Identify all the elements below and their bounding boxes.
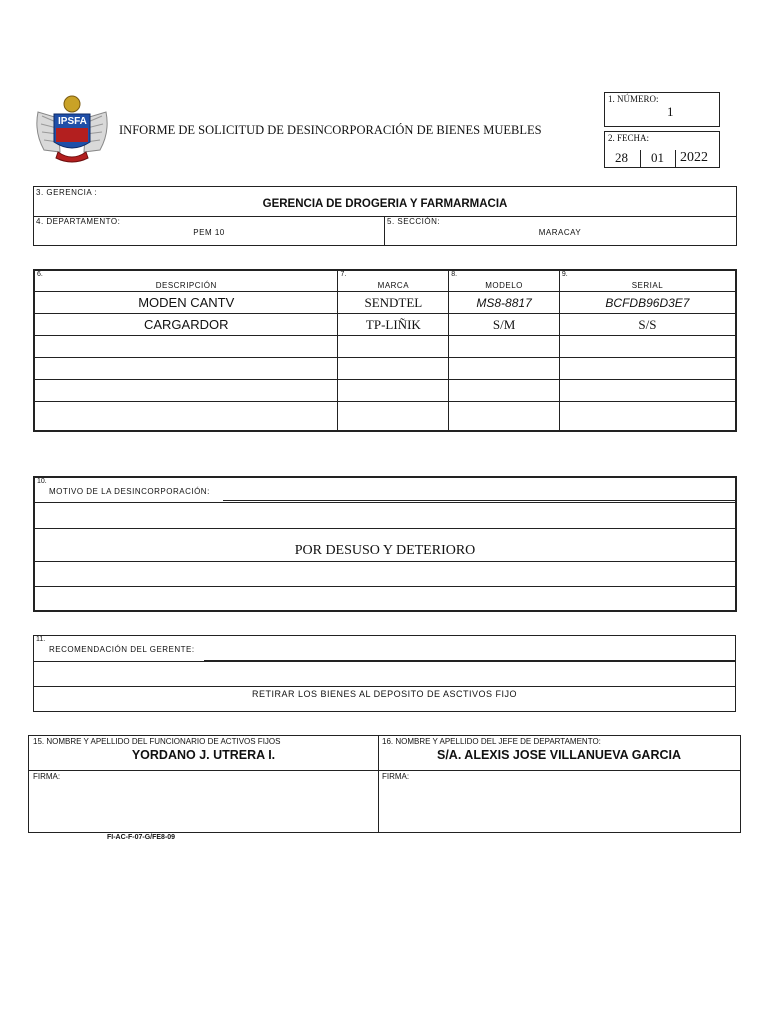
departamento-label: 4. DEPARTAMENTO: — [36, 217, 121, 226]
cell-serial: S/S — [559, 314, 736, 336]
table-row — [34, 314, 736, 336]
seccion-value: MARACAY — [538, 228, 582, 237]
recomendacion-num: 11. — [36, 636, 46, 643]
form-code: FI-AC-F-07-G/FE8-09 — [107, 834, 176, 841]
jefe-name: S/A. ALEXIS JOSE VILLANUEVA GARCIA — [436, 748, 681, 762]
motivo-num: 10. — [37, 478, 47, 485]
recomendacion-section — [33, 635, 736, 712]
fecha-year: 2022 — [680, 150, 708, 165]
cell-modelo: MS8-8817 — [449, 292, 560, 314]
fecha-day: 28 — [615, 150, 628, 165]
table-header-row — [34, 270, 736, 292]
gerencia-value: GERENCIA DE DROGERIA Y FARMARMACIA — [262, 198, 508, 210]
funcionario-firma-label: FIRMA: — [33, 772, 61, 781]
numero-label: 1. NÚMERO: — [608, 94, 659, 104]
table-row — [34, 292, 736, 314]
cell-descripcion: MODEN CANTV — [34, 292, 338, 314]
cell-marca: TP-LIÑIK — [338, 314, 449, 336]
departamento-value: PEM 10 — [193, 228, 225, 237]
items-table — [33, 269, 737, 432]
cell-marca: SENDTEL — [338, 292, 449, 314]
firmas-section — [28, 735, 741, 833]
fecha-box — [604, 131, 720, 168]
header-serial: 9. SERIAL — [559, 270, 736, 292]
table-row — [34, 336, 736, 358]
funcionario-name: YORDANO J. UTRERA I. — [131, 748, 276, 762]
header-descripcion: 6. DESCRIPCIÓN — [34, 270, 338, 292]
page-title: INFORME DE SOLICITUD DE DESINCORPORACIÓN DE BIENES MUEBLES — [119, 123, 542, 137]
funcionario-label: 15. NOMBRE Y APELLIDO DEL FUNCIONARIO DE ACTIVOS FIJOS — [33, 737, 281, 746]
jefe-firma-label: FIRMA: — [382, 772, 410, 781]
numero-box — [604, 92, 720, 127]
table-row — [34, 402, 736, 432]
cell-descripcion: CARGARDOR — [34, 314, 338, 336]
motivo-value: POR DESUSO Y DETERIORO — [294, 543, 476, 558]
seccion-label: 5. SECCIÓN: — [387, 217, 441, 226]
jefe-label: 16. NOMBRE Y APELLIDO DEL JEFE DE DEPARTAMENTO: — [382, 737, 601, 746]
ipsfa-crest-icon — [30, 92, 114, 166]
motivo-section — [33, 476, 737, 612]
header-marca: 7. MARCA — [338, 270, 449, 292]
logo-text: IPSFA — [58, 116, 87, 127]
gerencia-label: 3. GERENCIA : — [36, 188, 98, 197]
gerencia-section — [33, 186, 737, 246]
cell-serial: BCFDB96D3E7 — [559, 292, 736, 314]
fecha-month: 01 — [651, 150, 664, 165]
table-row — [34, 358, 736, 380]
motivo-label: MOTIVO DE LA DESINCORPORACIÓN: — [49, 487, 210, 496]
cell-modelo: S/M — [449, 314, 560, 336]
table-row — [34, 380, 736, 402]
header-modelo: 8. MODELO — [449, 270, 560, 292]
numero-value: 1 — [667, 104, 674, 119]
recomendacion-value: RETIRAR LOS BIENES AL DEPOSITO DE ASCTIVOS FIJO — [251, 689, 518, 699]
recomendacion-label: RECOMENDACIÓN DEL GERENTE: — [49, 645, 195, 654]
fecha-label: 2. FECHA: — [608, 133, 650, 143]
